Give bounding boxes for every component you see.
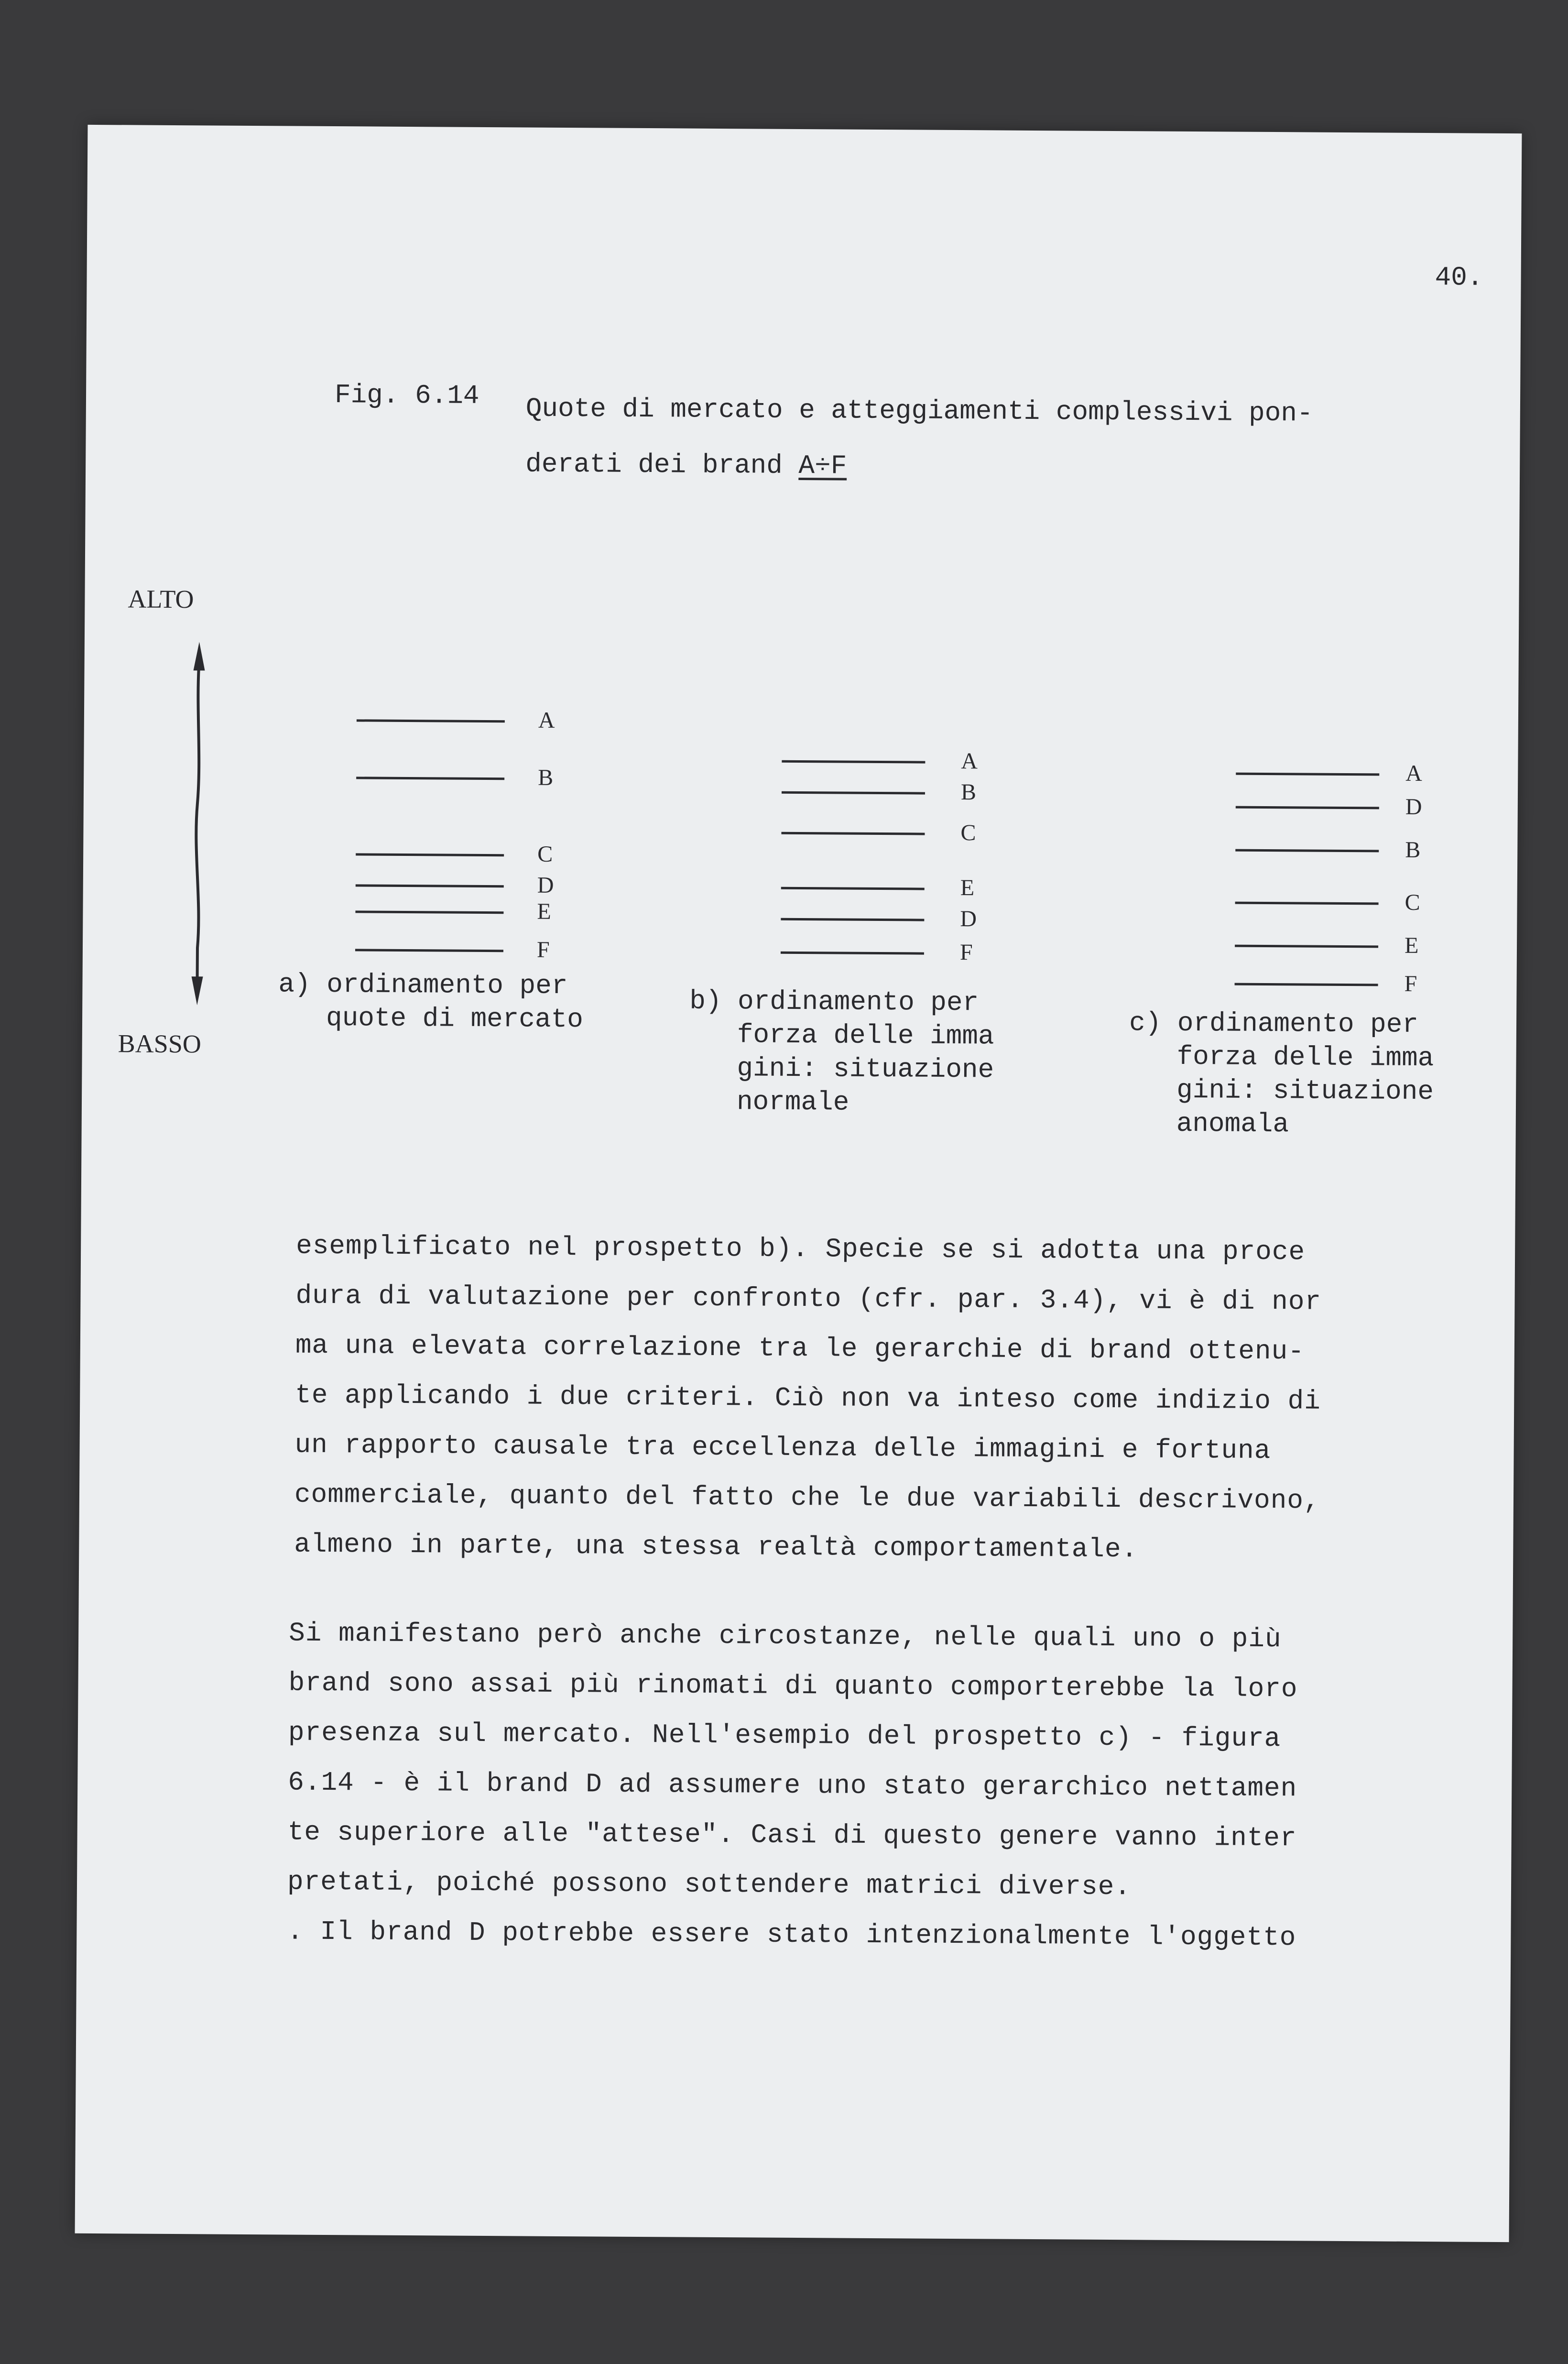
text-line: presenza sul mercato. Nell'esempio del prospetto c) - figura [288, 1717, 1281, 1754]
rank-label-c: C [537, 841, 553, 867]
rank-line-e [781, 887, 925, 890]
caption-a: a) ordinamento per quote di mercato [278, 969, 583, 1035]
text-line: brand sono assai più rinomati di quanto comporterebbe la loro [288, 1667, 1298, 1705]
rank-line-a [1236, 773, 1379, 776]
figure-title-line-2: derati dei brand A÷F [525, 449, 847, 482]
rank-line-e [355, 910, 503, 914]
rank-line-d [1236, 806, 1379, 810]
rank-label-f: F [536, 937, 550, 963]
paragraph-1 [294, 1221, 1322, 1576]
rank-line-c [781, 832, 925, 835]
text-line: dura di valutazione per confronto (cfr. par. 3.4), vi è di nor [295, 1280, 1322, 1317]
rank-label-c: C [1405, 889, 1420, 915]
rank-line-f [1235, 983, 1378, 986]
text-line: te superiore alle "attese". Casi di questo genere vanno inter [287, 1817, 1297, 1854]
rank-line-c [1235, 902, 1379, 905]
rank-label-d: D [1405, 794, 1422, 820]
text-line: . Il brand D potrebbe essere stato intenzionalmente l'oggetto [287, 1916, 1296, 1953]
rank-line-f [355, 949, 503, 952]
rank-label-a: A [1405, 760, 1423, 786]
rank-label-a: A [538, 707, 555, 733]
rank-line-a [357, 719, 505, 722]
rank-line-d [781, 918, 924, 921]
caption-b: b) ordinamento per forza delle imma gini: situazione normale [689, 985, 994, 1118]
text-line: ma una elevata correlazione tra le gerarchie di brand ottenu- [295, 1330, 1305, 1367]
rank-label-c: C [960, 820, 976, 846]
rank-label-b: B [960, 779, 977, 805]
page-number: 40. [1435, 262, 1483, 293]
text-line: pretati, poiché possono sottendere matrici diverse. [287, 1866, 1132, 1903]
text-line: Si manifestano però anche circostanze, nelle quali uno o più [289, 1618, 1282, 1655]
vertical-scale-arrow [178, 642, 218, 1005]
document-page [75, 125, 1522, 2242]
rank-label-b: B [1405, 837, 1421, 863]
rank-line-b [782, 791, 925, 795]
rank-line-f [781, 952, 924, 955]
figure-label: Fig. 6.14 [334, 380, 479, 411]
paragraph-2 [287, 1609, 1298, 1963]
rank-line-a [782, 760, 925, 764]
rank-label-d: D [960, 906, 977, 932]
rank-line-c [356, 853, 504, 856]
caption-c: c) ordinamento per forza delle imma gini: situazione anomala [1129, 1007, 1434, 1140]
axis-bottom-label: BASSO [118, 1029, 202, 1059]
rank-label-f: F [1404, 971, 1417, 996]
rank-label-e: E [537, 898, 551, 924]
rank-label-e: E [1404, 932, 1419, 958]
text-line: commerciale, quanto del fatto che le due variabili descrivono, [294, 1479, 1320, 1516]
rank-label-f: F [959, 940, 973, 965]
text-line: 6.14 - è il brand D ad assumere uno stato gerarchico nettamen [288, 1767, 1297, 1804]
rank-line-b [1235, 849, 1379, 853]
rank-line-e [1235, 945, 1378, 948]
rank-label-b: B [538, 765, 554, 790]
figure-title [525, 381, 1313, 496]
rank-label-e: E [960, 875, 975, 901]
text-line: esemplificato nel prospetto b). Specie se si adotta una proce [295, 1230, 1306, 1268]
text-line: un rapporto causale tra eccellenza delle immagini e fortuna [294, 1429, 1271, 1467]
text-line: te applicando i due criteri. Ciò non va inteso come indizio di [295, 1379, 1321, 1417]
rank-line-b [356, 777, 504, 780]
rank-label-d: D [537, 872, 554, 898]
brand-range: A÷F [798, 450, 847, 482]
rank-line-d [356, 884, 504, 887]
axis-top-label: ALTO [128, 584, 194, 614]
text-line: almeno in parte, una stessa realtà comportamentale. [294, 1529, 1138, 1565]
rank-label-a: A [961, 748, 978, 774]
figure-title-line-1: Quote di mercato e atteggiamenti complessivi pon- [525, 393, 1313, 429]
